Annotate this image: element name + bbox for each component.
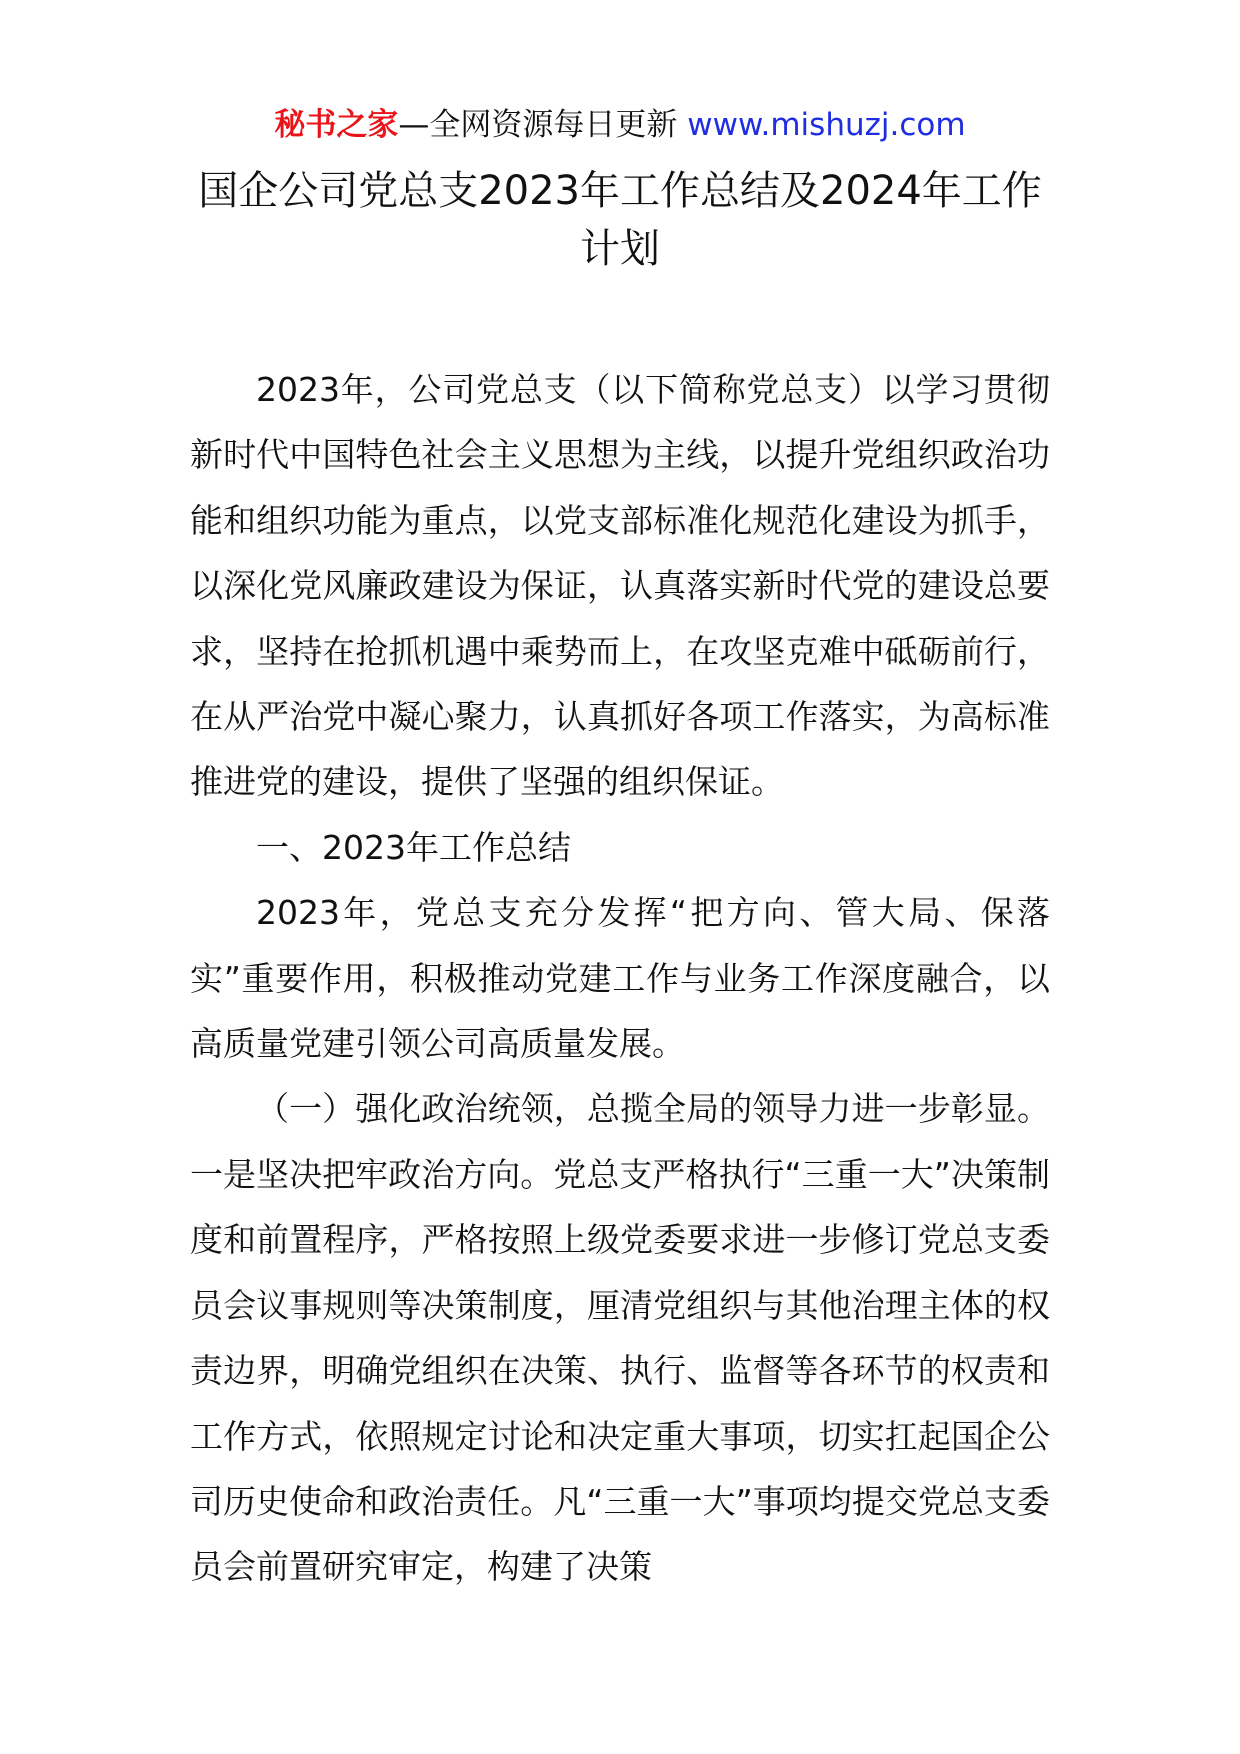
site-brand: 秘书之家	[274, 107, 399, 143]
site-url[interactable]: www.mishuzj.com	[687, 107, 966, 143]
document-body	[190, 357, 1050, 1600]
site-header	[0, 100, 1240, 150]
site-tagline: —全网资源每日更新	[398, 107, 678, 143]
intro-paragraph: 2023年，公司党总支（以下简称党总支）以学习贯彻新时代中国特色社会主义思想为主线，以提升党组织政治功能和组织功能为重点，以党支部标准化规范化建设为抓手，以深化党风廉政建设为保证，认真落实新时代党的建设总要求，坚持在抢抓机遇中乘势而上，在攻坚克难中砥砺前行，在从严治党中凝心聚力，认真抓好各项工作落实，为高标准推进党的建设，提供了坚强的组织保证。	[190, 370, 1050, 802]
document-title: 国企公司党总支2023年工作总结及2024年工作计划	[198, 168, 1042, 272]
section-heading: 一、2023年工作总结	[256, 827, 571, 867]
body-paragraph: （一）强化政治统领，总揽全局的领导力进一步彰显。一是坚决把牢政治方向。党总支严格执行“三重一大”决策制度和前置程序，严格按照上级党委要求进一步修订党总支委员会议事规则等决策制度，厘清党组织与其他治理主体的权责边界，明确党组织在决策、执行、监督等各环节的权责和工作方式，依照规定讨论和决定重大事项，切实扛起国企公司历史使命和政治责任。凡“三重一大”事项均提交党总支委员会前置研究审定，构建了决策	[190, 1089, 1050, 1587]
body-paragraph: 2023年，党总支充分发挥“把方向、管大局、保落实”重要作用，积极推动党建工作与业务工作深度融合，以高质量党建引领公司高质量发展。	[190, 893, 1050, 1064]
